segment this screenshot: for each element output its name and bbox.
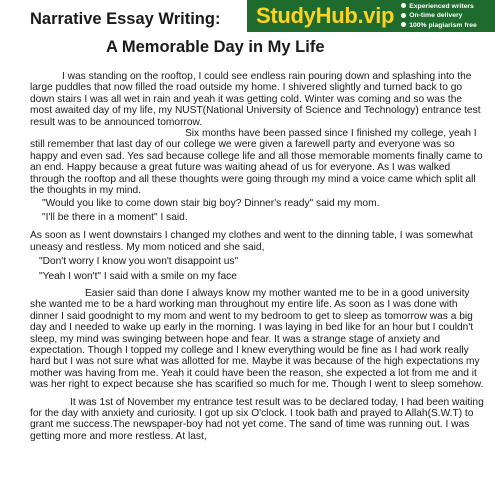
studyhub-logo: StudyHub.vip bbox=[256, 3, 395, 28]
bullet-icon bbox=[401, 13, 406, 18]
dialogue-line: "Don't worry I know you won't disappoint us" bbox=[39, 256, 239, 268]
essay-title-line-2: A Memorable Day in My Life bbox=[106, 38, 325, 56]
dialogue-line: "I'll be there in a moment" I said. bbox=[42, 211, 188, 223]
paragraph-6: It was 1st of November my entrance test result was to be declared today, I had been waiting for the day with anxiety and curiosity. I got up six O'clock. I took bath and prayed to Allah(S.W.T) to grant me success.The newspaper-boy had not yet come. The sand of time was running out. I was getting more and more restless. At last, bbox=[30, 396, 484, 442]
feature-list bbox=[394, 2, 477, 31]
studyhub-banner[interactable] bbox=[247, 0, 495, 32]
essay-body bbox=[30, 71, 484, 442]
paragraph-1: I was standing on the rooftop, I could see endless rain pouring down and splashing into the large puddles that now filled the road outside my home. I shivered slightly and turned back to go down stairs I was all wet in rain and yeah it was getting cold. Winter was coming and so was the most awaited day of my life, my NUST(National University of Science and Technology) entrance test result was to be announced tomorrow. bbox=[30, 71, 481, 128]
paragraph-3: As soon as I went downstairs I changed my clothes and went to the dinning table, I was somewhat uneasy and restless. My mom noticed and she said, bbox=[30, 230, 473, 253]
paragraph-2: Six months have been passed since I finished my college, yeah I still remember that last day of our college we were given a farewell party and everyone was so happy and even sad. Yes sad because college life and all those memorable moments finally came to an end. Happy because a great future was waiting ahead of us for everyone. As I was walked through the rooftop and all these thoughts were going through my mind a voice came which split all the thoughts in my mind. bbox=[30, 128, 483, 197]
paragraph-5: Easier said than done I always know my mother wanted me to be in a good university she wanted me to be a hard working man throughout my entire life. As soon as I was done with dinner I said goodnight to my mom and went to my bedroom to get to sleep as tomorrow was a big day and I needed to wake up early in the morning. I was laying in bed like for an hour but I couldn't sleep, my mind was swinging between hope and fear. It was a strange stage of anxiety and expectation. Though I topped my college and I knew everything would be fine as I had work really hard but I was not sure what was allotted for me. Maybe it was because of the high expectations my mother was having from me. Yeah it could have been the reason, she expected a lot from me and it was her right to expect because she has scarified so much for me. Though I went to sleep somehow. bbox=[30, 287, 484, 391]
dialogue-line: "Would you like to come down stair big boy? Dinner's ready" said my mom. bbox=[42, 198, 380, 210]
bullet-icon bbox=[401, 22, 406, 27]
essay-title-line-1: Narrative Essay Writing: bbox=[30, 10, 221, 28]
feature-item: On-time delivery bbox=[401, 11, 477, 21]
dialogue-line: "Yeah I won't" I said with a smile on my face bbox=[39, 270, 237, 282]
feature-item: Experienced writers bbox=[401, 2, 477, 12]
bullet-icon bbox=[401, 3, 406, 8]
feature-item: 100% plagiarism free bbox=[401, 21, 477, 31]
